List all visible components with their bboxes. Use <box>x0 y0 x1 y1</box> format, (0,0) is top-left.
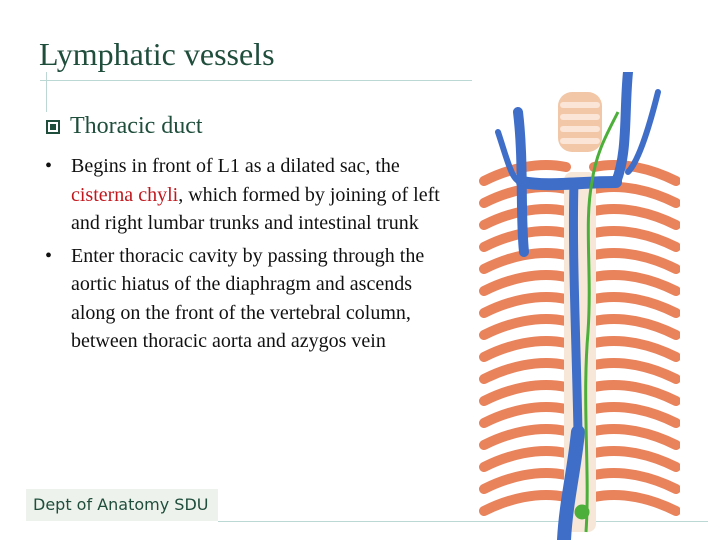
rib-right <box>594 253 676 269</box>
subtitle <box>46 113 203 140</box>
rib-left <box>484 495 566 511</box>
slide-title: Lymphatic vessels <box>39 36 275 72</box>
rib-left <box>484 363 566 379</box>
rib-right <box>594 473 676 489</box>
rib-right <box>594 275 676 291</box>
bullet-text <box>71 152 440 238</box>
rib-right <box>594 451 676 467</box>
bullet-dot-icon: • <box>40 155 53 177</box>
bullet-dot-icon: • <box>40 244 53 267</box>
rib-left <box>484 297 566 313</box>
trachea-icon <box>558 92 602 152</box>
bullet-text-after: , which formed by joining of left and right lumbar trunks and intestinal trunk <box>71 183 440 234</box>
rib-right <box>594 363 676 379</box>
subtitle-text: Thoracic duct <box>70 113 203 139</box>
thoracic-duct-illustration <box>478 72 680 540</box>
checkbox-bullet-icon <box>46 120 60 134</box>
title-accent-line <box>46 72 47 112</box>
rib-left <box>484 319 566 335</box>
title-divider <box>40 80 472 81</box>
rib-right <box>594 209 676 225</box>
rib-right <box>594 187 676 203</box>
rib-right <box>594 297 676 313</box>
bullet-text-before: Begins in front of L1 as a dilated sac, the <box>71 155 400 177</box>
footer-label: Dept of Anatomy SDU <box>26 489 218 521</box>
rib-left <box>484 451 566 467</box>
bullet-list <box>40 152 440 360</box>
rib-right <box>594 341 676 357</box>
rib-left <box>484 429 566 445</box>
rib-right <box>594 429 676 445</box>
bullet-item <box>40 152 440 238</box>
rib-left <box>484 275 566 291</box>
rib-right <box>594 231 676 247</box>
rib-left <box>484 473 566 489</box>
bullet-item <box>40 242 440 356</box>
bullet-text: Enter thoracic cavity by passing through the aortic hiatus of the diaphragm and ascends along on the front of the vertebral column, between thoracic aorta and azygos vein <box>71 244 425 352</box>
rib-right <box>594 385 676 401</box>
rib-right <box>594 407 676 423</box>
rib-right <box>594 319 676 335</box>
rib-left <box>484 341 566 357</box>
rib-right <box>594 495 676 511</box>
cisterna-chyli-term: cisterna chyli <box>71 183 179 206</box>
rib-left <box>484 385 566 401</box>
rib-left <box>484 407 566 423</box>
